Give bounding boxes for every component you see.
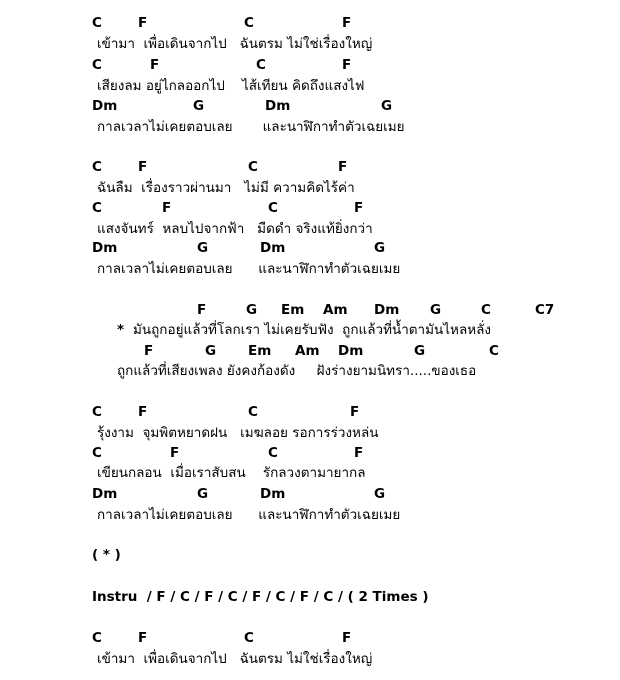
lyric-text: เขียนกลอน เมื่อเราสับสน รักลวงตามายากล bbox=[97, 465, 366, 481]
chorus-chord-line-2 bbox=[0, 341, 620, 361]
repeat-chorus-line bbox=[0, 545, 620, 565]
chord: C bbox=[92, 159, 102, 175]
verse3-lyric-line-3 bbox=[0, 505, 620, 525]
lyric-text: กาลเวลาไม่เคยตอบเลย และนาฬิกาทำตัวเฉยเมย bbox=[97, 261, 401, 277]
chord: F bbox=[150, 57, 160, 73]
verse2-chord-line-2 bbox=[0, 198, 620, 218]
lyric-text: เข้ามา เพื่อเดินจากไป ฉันตรม ไม่ใช่เรื่องใหญ่ bbox=[97, 36, 373, 52]
chord: F bbox=[138, 630, 148, 646]
chorus-marker: * bbox=[117, 322, 125, 338]
lyric-text: ถูกแล้วที่เสียงเพลง ยังคงก้องดัง ฝังร่างยามนิทรา.....ของเธอ bbox=[117, 363, 477, 379]
verse3-lyric-line-1 bbox=[0, 423, 620, 443]
chord: G bbox=[246, 302, 258, 318]
chord: F bbox=[338, 159, 348, 175]
chord: Dm bbox=[260, 240, 286, 256]
chord: Em bbox=[248, 343, 272, 359]
verse3-lyric-line-2 bbox=[0, 463, 620, 483]
chord: F bbox=[162, 200, 172, 216]
chord: F bbox=[354, 445, 364, 461]
chord: Dm bbox=[92, 486, 118, 502]
chord: F bbox=[350, 404, 360, 420]
chord: F bbox=[170, 445, 180, 461]
verse1-chord-line-1 bbox=[0, 13, 620, 33]
verse2-lyric-line-1 bbox=[0, 178, 620, 198]
chord: F bbox=[197, 302, 207, 318]
chorus-lyric-line-1 bbox=[0, 320, 620, 340]
chord: Dm bbox=[374, 302, 400, 318]
lyric-text: กาลเวลาไม่เคยตอบเลย และนาฬิกาทำตัวเฉยเมย bbox=[97, 507, 401, 523]
verse3-chord-line-3 bbox=[0, 484, 620, 504]
chord: C bbox=[481, 302, 491, 318]
chord: C bbox=[256, 57, 266, 73]
chord: C bbox=[92, 15, 102, 31]
repeat-marker: ( * ) bbox=[92, 547, 121, 563]
chord: F bbox=[144, 343, 154, 359]
chord: F bbox=[354, 200, 364, 216]
chord: Dm bbox=[260, 486, 286, 502]
chord: C bbox=[248, 404, 258, 420]
lyric-text: มันถูกอยู่แล้วที่โลกเรา ไม่เคยรับฟัง ถูกแล้วที่น้ำตามันไหลหลั่ง bbox=[133, 322, 491, 338]
chord: F bbox=[342, 630, 352, 646]
chord: Am bbox=[323, 302, 348, 318]
chord: G bbox=[374, 240, 386, 256]
verse1-chord-line-2 bbox=[0, 55, 620, 75]
chord: Em bbox=[281, 302, 305, 318]
chord: C bbox=[244, 630, 254, 646]
chord: C bbox=[244, 15, 254, 31]
chord: F bbox=[342, 15, 352, 31]
chord: F bbox=[138, 15, 148, 31]
lyric-text: กาลเวลาไม่เคยตอบเลย และนาฬิกาทำตัวเฉยเมย bbox=[97, 119, 405, 135]
chord: F bbox=[342, 57, 352, 73]
chord: Dm bbox=[265, 98, 291, 114]
lyric-text: ฉันลืม เรื่องราวผ่านมา ไม่มี ความคิดไร้ค่า bbox=[97, 180, 355, 196]
chord: C bbox=[92, 200, 102, 216]
chorus-chord-line-1 bbox=[0, 300, 620, 320]
chord: C bbox=[92, 630, 102, 646]
chord: Dm bbox=[92, 98, 118, 114]
chord: C bbox=[92, 445, 102, 461]
chord: G bbox=[197, 240, 209, 256]
verse4-chord-line-1 bbox=[0, 628, 620, 648]
lyric-text: แสงจันทร์ หลบไปจากฟ้า มืดดำ จริงแท้ยิ่งกว่า bbox=[97, 221, 373, 237]
chord: F bbox=[138, 159, 148, 175]
verse1-lyric-line-3 bbox=[0, 117, 620, 137]
verse1-lyric-line-1 bbox=[0, 34, 620, 54]
lyric-text: รุ้งงาม จุมพิตหยาดฝน เมฆลอย รอการร่วงหล่น bbox=[97, 425, 379, 441]
chord: C bbox=[248, 159, 258, 175]
chord: G bbox=[205, 343, 217, 359]
verse3-chord-line-1 bbox=[0, 402, 620, 422]
verse3-chord-line-2 bbox=[0, 443, 620, 463]
chord: C bbox=[268, 200, 278, 216]
chord: C bbox=[268, 445, 278, 461]
lyric-text: เสียงลม อยู่ไกลออกไป ไส้เทียน คิดถึงแสงไฟ bbox=[97, 78, 365, 94]
chord: C bbox=[92, 404, 102, 420]
chorus-lyric-line-2 bbox=[0, 361, 620, 381]
chord: G bbox=[381, 98, 393, 114]
verse2-lyric-line-2 bbox=[0, 219, 620, 239]
chord: F bbox=[138, 404, 148, 420]
verse2-chord-line-3 bbox=[0, 238, 620, 258]
verse1-lyric-line-2 bbox=[0, 76, 620, 96]
verse4-lyric-line-1 bbox=[0, 649, 620, 669]
verse1-chord-line-3 bbox=[0, 96, 620, 116]
chord: G bbox=[414, 343, 426, 359]
chord: G bbox=[430, 302, 442, 318]
chord: Am bbox=[295, 343, 320, 359]
instrumental-text: Instru / F / C / F / C / F / C / F / C / ( 2 Times ) bbox=[92, 589, 429, 605]
chord: G bbox=[193, 98, 205, 114]
chord: C bbox=[489, 343, 499, 359]
chord: C bbox=[92, 57, 102, 73]
lyric-text: เข้ามา เพื่อเดินจากไป ฉันตรม ไม่ใช่เรื่องใหญ่ bbox=[97, 651, 373, 667]
verse2-chord-line-1 bbox=[0, 157, 620, 177]
chord: Dm bbox=[338, 343, 364, 359]
verse2-lyric-line-3 bbox=[0, 259, 620, 279]
chord: C7 bbox=[535, 302, 555, 318]
chord: G bbox=[197, 486, 209, 502]
instrumental-line bbox=[0, 587, 620, 607]
chord: Dm bbox=[92, 240, 118, 256]
chord: G bbox=[374, 486, 386, 502]
